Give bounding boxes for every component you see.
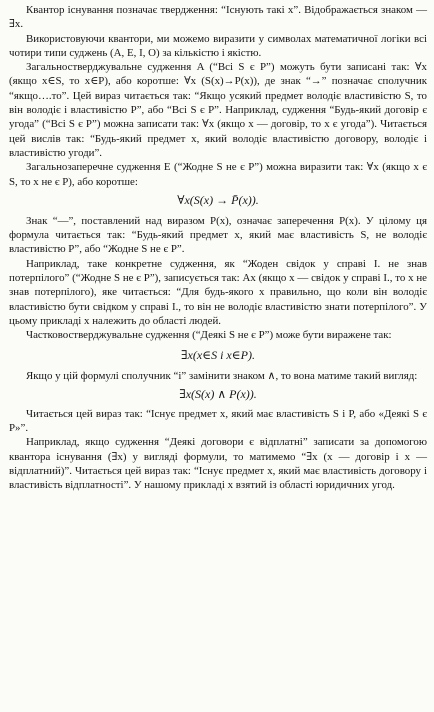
paragraph-witness-example: Наприклад, таке конкретне судження, як “Жоден свідок у справі І. не знав потерпілого” (“Жодне S не є P”), записується так: Ax (якщо x — свідок у справі I., то x не знав потерпілого), яке читається: “Для будь-якого x правильно, що коли він володіє властивістю бути свідком у справі I., то він не володіє властивістю знати потерпілого”. У цьому прикладі x належить до області людей. [9, 257, 427, 327]
paragraph-particular-affirmative: Частковостверджувальне судження (“Деякі S не є P”) може бути виражене так: [26, 329, 392, 342]
paragraph-quantifiers-intro: Використовуючи квантори, ми можемо виразити у символах математичної логіки всі чотири типи суджень (A, E, I, O) за кількістю і якістю. [9, 32, 427, 59]
formula-universal-negative: ∀x(S(x) → P̄(x)). [177, 192, 259, 207]
formula-conjunction: ∃x(S(x) ∧ P(x)). [179, 386, 257, 401]
formula-particular-affirmative: ∃x(x∈S і x∈P). [181, 347, 255, 362]
paragraph-conjunction-replace: Якщо у цій формулі сполучник “і” замінити знаком ∧, то вона матиме такий вигляд: [26, 369, 418, 382]
paragraph-negation-sign: Знак “—”, поставлений над виразом P(x), означає заперечення P(x). У цілому ця формула читається так: “Будь-який предмет x, який має властивість S, не володіє властивістю P”, або “Жодне S не є P”. [9, 214, 427, 256]
paragraph-contracts-example: Наприклад, якщо судження “Деякі договори є відплатні” записати за допомогою квантора існування (∃x) у вигляді формули, то матимемо “∃x (x — договір і x — відплатний)”. Читається цей вираз так: “Існує предмет x, який має властивість договору і властивість відплатності”. У нашому прикладі x взятий із області юридичних угод. [9, 436, 427, 492]
paragraph-universal-affirmative: Загальностверджувальне судження A (“Всі S є P”) можуть бути записані так: ∀x (якщо x∈S, то x∈P), або коротше: ∀x (S(x)→P(x)), де знак “→” позначає сполучник “якщо….то”. Цей вираз читається так: “Якщо усякий предмет володіє властивістю S, то він володіє і властивістю P”, або “Всі S є P”. Наприклад, судження “Будь-який договір є угода” (“Всі S є P”) можна записати так: ∀x (якщо x — договір, то x є угода”). Читається цей вислів так: “Будь-який предмет x, який володіє властивістю договору, володіє і властивістю угоди”. [9, 61, 427, 159]
paragraph-existential-quantifier: Квантор існування позначає твердження: “Існують такі x”. Відображається знаком — ∃x. [9, 4, 427, 31]
paragraph-reading: Читається цей вираз так: “Існує предмет x, який має властивість S і P, або «Деякі S є P»”. [9, 407, 427, 435]
paragraph-universal-negative: Загальнозаперечне судження E (“Жодне S не є P”) можна виразити так: ∀x (якщо x є S, то x не є P), або коротше: [9, 161, 427, 188]
